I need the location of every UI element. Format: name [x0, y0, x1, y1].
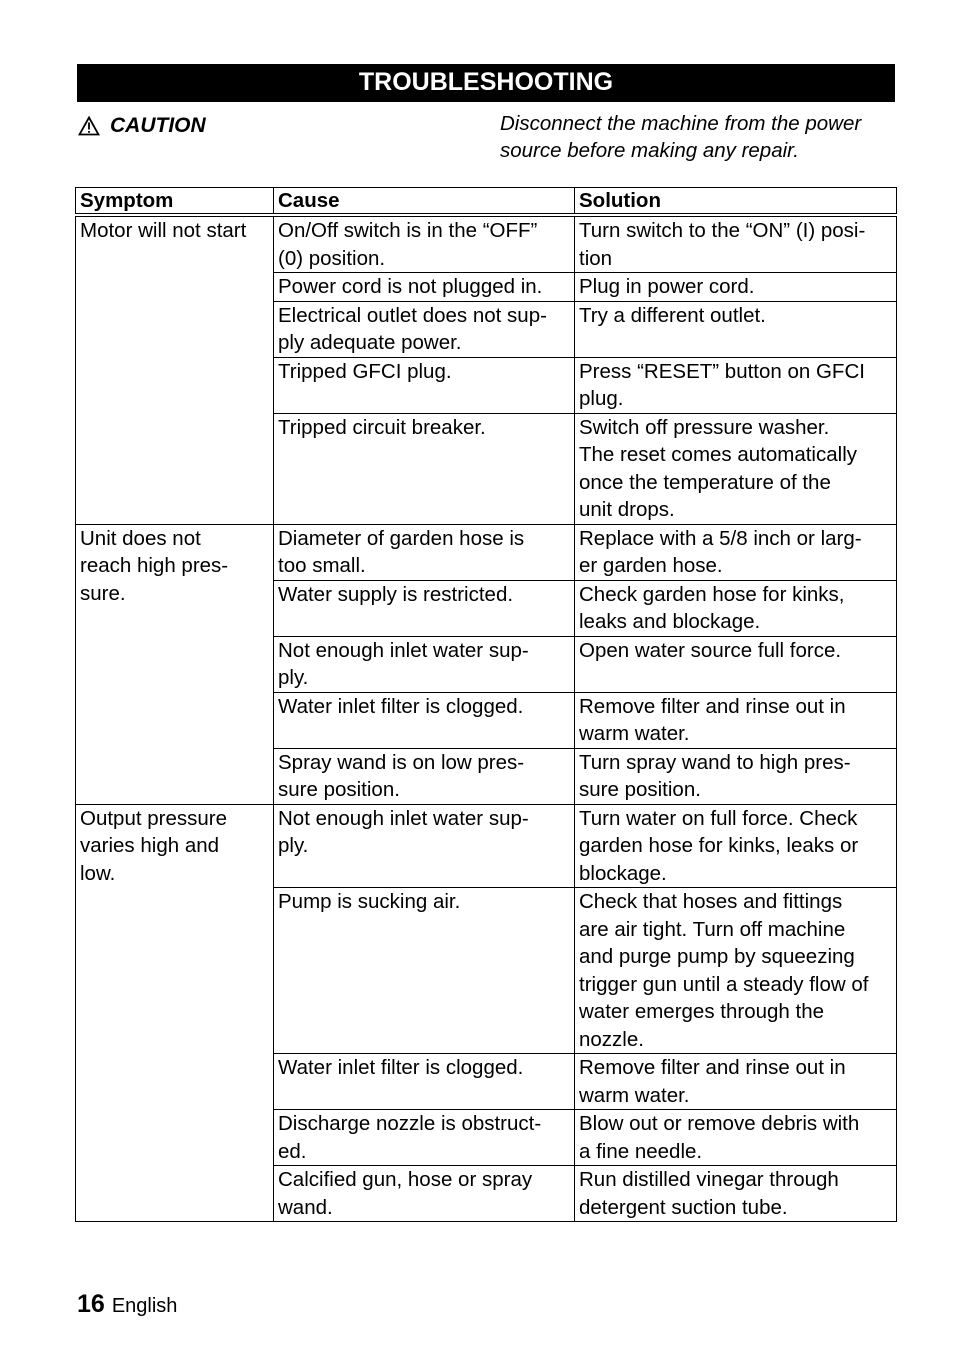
cause-cell: Power cord is not plugged in. — [274, 273, 575, 302]
solution-cell: Plug in power cord. — [575, 273, 897, 302]
cause-cell: Tripped circuit breaker. — [274, 413, 575, 524]
header-solution: Solution — [575, 188, 897, 216]
caution-label-group — [78, 112, 206, 140]
page-title: TROUBLESHOOTING — [77, 64, 895, 102]
symptom-cell: Motor will not start — [76, 215, 274, 524]
cause-cell: Calcified gun, hose or spray wand. — [274, 1166, 575, 1222]
cause-cell: Discharge nozzle is obstruct- ed. — [274, 1110, 575, 1166]
cause-cell: Spray wand is on low pres- sure position. — [274, 748, 575, 804]
cause-cell: Diameter of garden hose is too small. — [274, 524, 575, 580]
table-row — [76, 804, 897, 888]
cause-cell: Electrical outlet does not sup- ply adequate power. — [274, 301, 575, 357]
warning-triangle-icon — [78, 116, 100, 136]
table-row — [76, 524, 897, 580]
footer-language: English — [111, 1295, 178, 1317]
solution-cell: Run distilled vinegar through detergent suction tube. — [575, 1166, 897, 1222]
cause-cell: On/Off switch is in the “OFF” (0) position. — [274, 215, 575, 273]
symptom-cell: Output pressure varies high and low. — [76, 804, 274, 1222]
cause-cell: Not enough inlet water sup- ply. — [274, 636, 575, 692]
troubleshooting-table — [75, 187, 897, 1222]
solution-cell: Try a different outlet. — [575, 301, 897, 357]
cause-cell: Water inlet filter is clogged. — [274, 692, 575, 748]
symptom-cell: Unit does not reach high pres- sure. — [76, 524, 274, 804]
header-cause: Cause — [274, 188, 575, 216]
cause-cell: Water inlet filter is clogged. — [274, 1054, 575, 1110]
solution-cell: Switch off pressure washer. The reset comes automatically once the temperature of the unit drops. — [575, 413, 897, 524]
cause-cell: Tripped GFCI plug. — [274, 357, 575, 413]
caution-text: Disconnect the machine from the power source before making any repair. — [500, 112, 862, 162]
solution-cell: Open water source full force. — [575, 636, 897, 692]
solution-cell: Check garden hose for kinks, leaks and blockage. — [575, 580, 897, 636]
header-symptom: Symptom — [76, 188, 274, 216]
solution-cell: Replace with a 5/8 inch or larg- er garden hose. — [575, 524, 897, 580]
table-body — [76, 215, 897, 1222]
solution-cell: Remove filter and rinse out in warm water. — [575, 692, 897, 748]
solution-cell: Check that hoses and fittings are air tight. Turn off machine and purge pump by squeezing trigger gun until a steady flow of water emerges through the nozzle. — [575, 888, 897, 1054]
table-header-row — [76, 188, 897, 216]
cause-cell: Not enough inlet water sup- ply. — [274, 804, 575, 888]
page-footer — [77, 1290, 177, 1319]
caution-label: CAUTION — [110, 114, 206, 137]
table-row — [76, 215, 897, 273]
page-number: 16 — [77, 1290, 105, 1318]
solution-cell: Turn spray wand to high pres- sure position. — [575, 748, 897, 804]
solution-cell: Blow out or remove debris with a fine needle. — [575, 1110, 897, 1166]
cause-cell: Pump is sucking air. — [274, 888, 575, 1054]
solution-cell: Turn water on full force. Check garden hose for kinks, leaks or blockage. — [575, 804, 897, 888]
cause-cell: Water supply is restricted. — [274, 580, 575, 636]
solution-cell: Remove filter and rinse out in warm water. — [575, 1054, 897, 1110]
solution-cell: Turn switch to the “ON” (I) posi- tion — [575, 215, 897, 273]
solution-cell: Press “RESET” button on GFCI plug. — [575, 357, 897, 413]
